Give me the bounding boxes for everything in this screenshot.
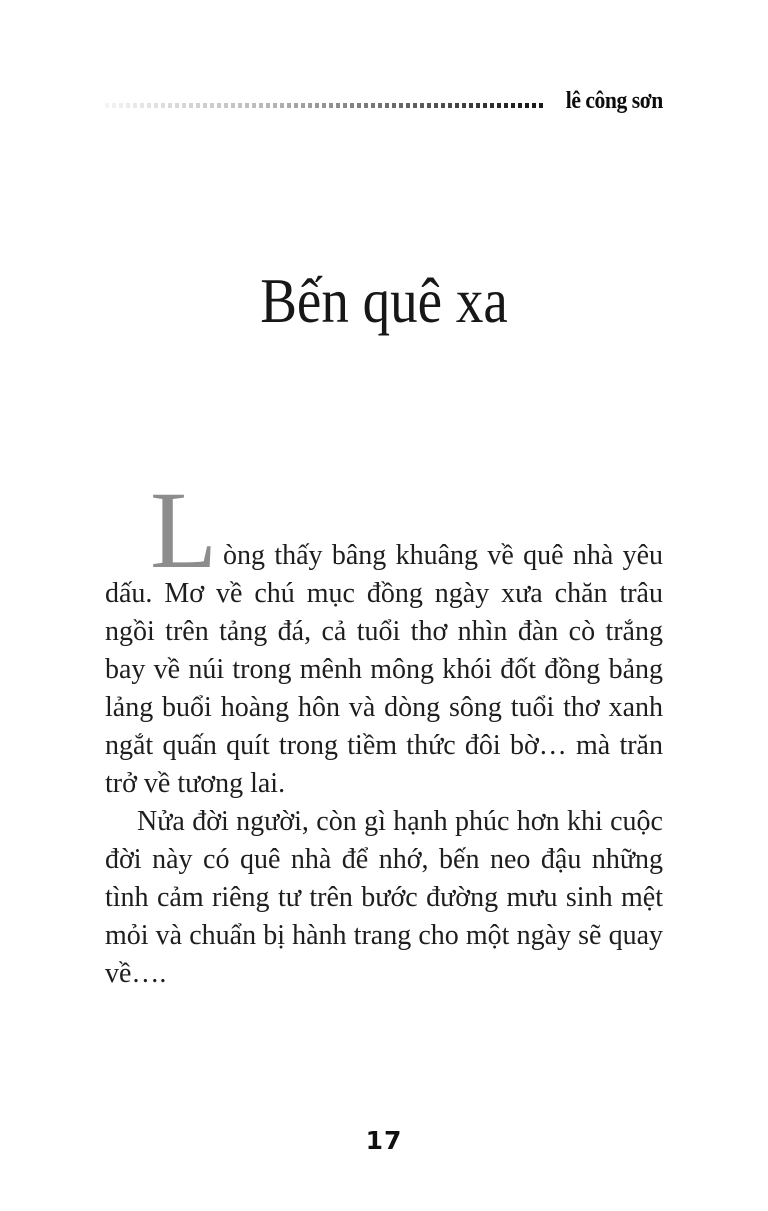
paragraph-text: Nửa đời người, còn gì hạnh phúc hơn khi cuộc đời này có quê nhà để nhớ, bến neo đậu những tình cảm riêng tư trên bước đường mưu sinh mệt mỏi và chuẩn bị hành trang cho một ngày sẽ quay về…. xyxy=(105,806,663,989)
paragraph-text: òng thấy bâng khuâng về quê nhà yêu dấu. Mơ về chú mục đồng ngày xưa chăn trâu ngồi trên tảng đá, cả tuổi thơ nhìn đàn cò trắng bay về núi trong mênh mông khói đốt đồng bảng lảng buổi hoàng hôn và dòng sông tuổi thơ xanh ngắt quấn quít trong tiềm thức đôi bờ… mà trăn trở về tương lai. xyxy=(105,540,663,799)
dropcap-letter: L xyxy=(150,469,218,591)
paragraph xyxy=(105,803,663,993)
page-number: 17 xyxy=(365,1126,403,1155)
running-header xyxy=(105,84,663,116)
header-dotted-rule xyxy=(105,103,545,108)
body-text xyxy=(105,469,663,993)
chapter-title: Bến quê xa xyxy=(260,265,508,336)
author-name: lê công sơn xyxy=(565,88,663,114)
